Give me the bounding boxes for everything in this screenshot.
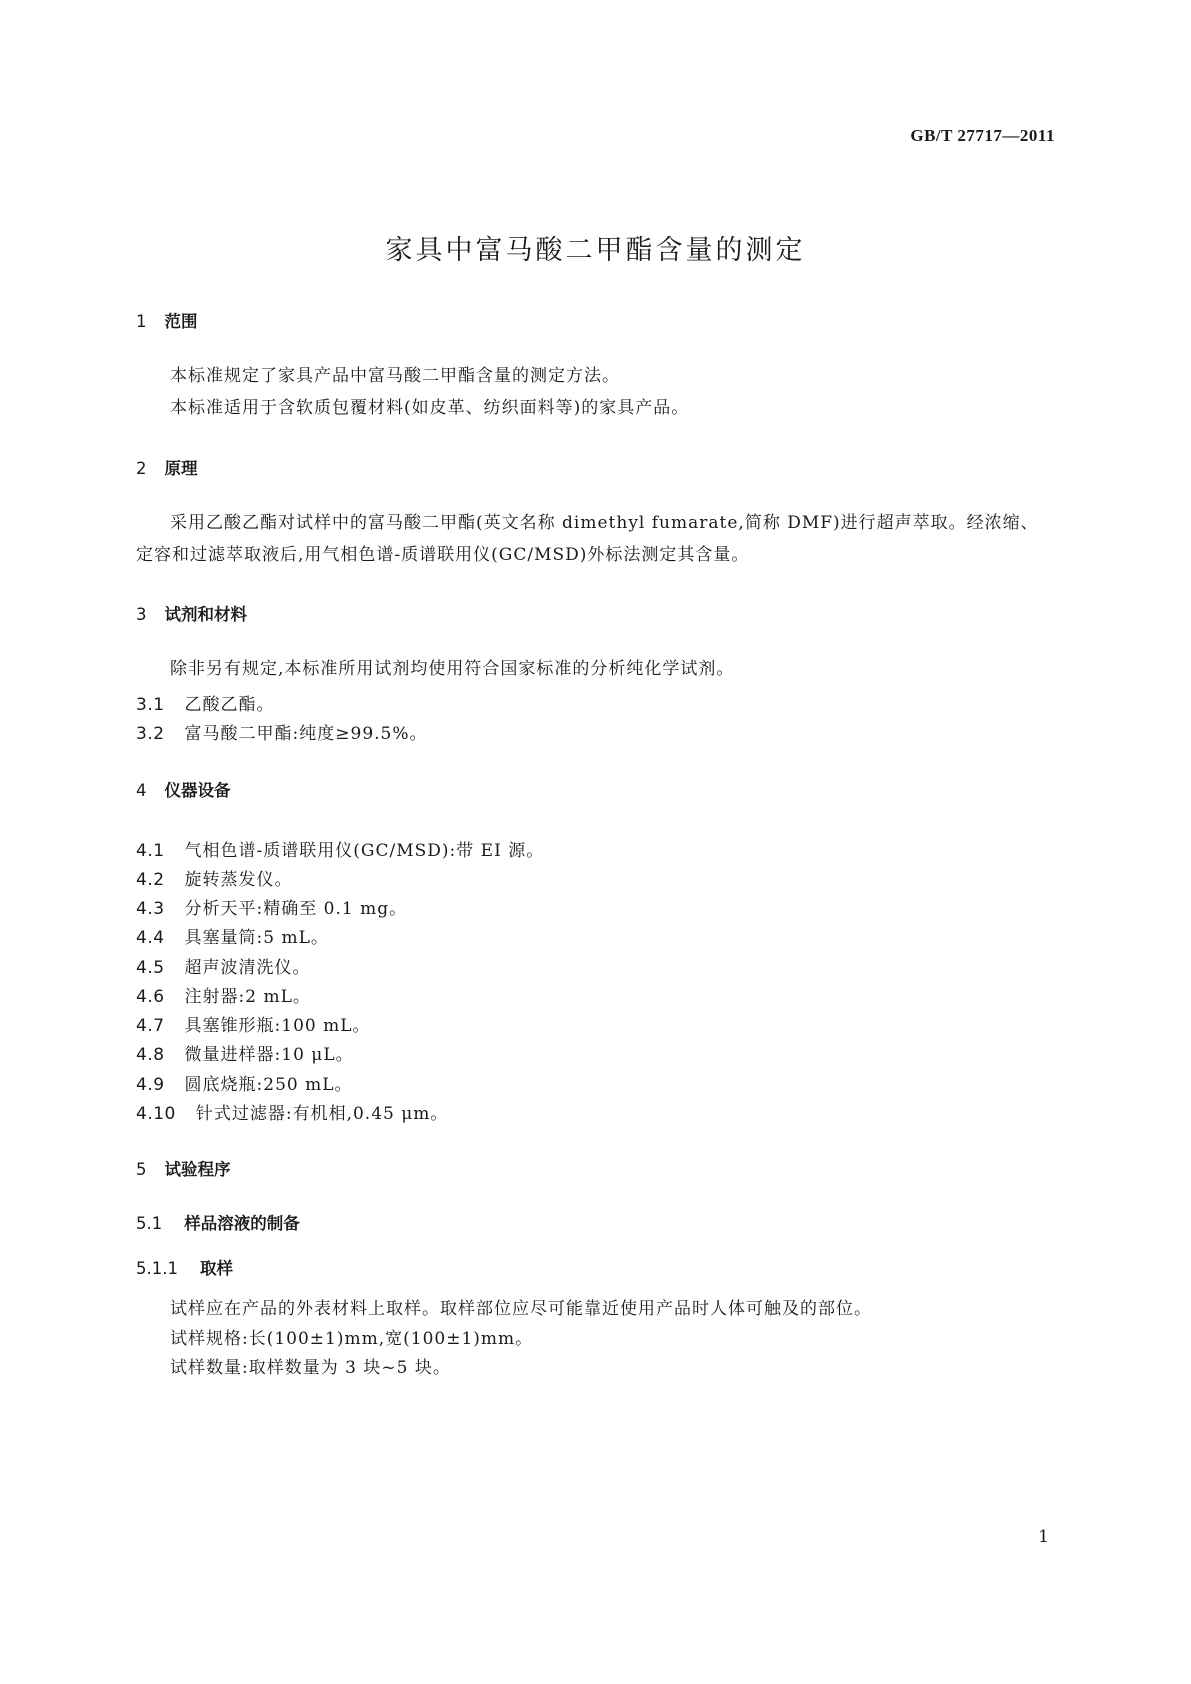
- item-text: 针式过滤器:有机相,0.45 μm。: [195, 1104, 449, 1124]
- item-text: 超声波清洗仪。: [184, 958, 311, 978]
- item-text: 乙酸乙酯。: [184, 695, 275, 715]
- subsection-5-1-1-body: [136, 1295, 1056, 1384]
- section-number: 3: [136, 605, 147, 624]
- paragraph: 除非另有规定,本标准所用试剂均使用符合国家标准的分析纯化学试剂。: [170, 659, 735, 679]
- subsection-5-1-1-heading: [136, 1255, 233, 1279]
- list-item: [136, 953, 311, 978]
- section-2-heading: [136, 455, 198, 479]
- paragraph: 采用乙酸乙酯对试样中的富马酸二甲酯(英文名称 dimethyl fumarate,简称 DMF)进行超声萃取。经浓缩、定容和过滤萃取液后,用气相色谱-质谱联用仪(GC/MSD)外标法测定其含量。: [136, 513, 1039, 565]
- list-item: [136, 923, 329, 948]
- section-2-body: [136, 508, 1056, 571]
- list-item: [136, 1040, 354, 1065]
- section-4-heading: [136, 777, 231, 801]
- item-number: 4.7: [136, 1016, 165, 1036]
- paragraph: 本标准规定了家具产品中富马酸二甲酯含量的测定方法。: [170, 366, 620, 386]
- section-number: 5.1.1: [136, 1259, 178, 1278]
- item-text: 具塞量筒:5 mL。: [184, 928, 329, 948]
- list-item: [136, 690, 275, 715]
- section-1-heading: [136, 308, 198, 332]
- item-text: 微量进样器:10 μL。: [184, 1045, 354, 1065]
- item-number: 4.3: [136, 899, 165, 919]
- section-number: 1: [136, 312, 147, 331]
- item-text: 圆底烧瓶:250 mL。: [184, 1075, 353, 1095]
- page-number: 1: [1038, 1527, 1049, 1547]
- section-number: 5: [136, 1160, 147, 1179]
- item-number: 3.1: [136, 695, 165, 715]
- list-item: [136, 836, 544, 861]
- item-text: 注射器:2 mL。: [184, 987, 311, 1007]
- list-item: [136, 719, 428, 744]
- paragraph: 试样数量:取样数量为 3 块~5 块。: [170, 1358, 451, 1378]
- item-text: 富马酸二甲酯:纯度≥99.5%。: [184, 724, 428, 744]
- section-3-intro: [136, 654, 1056, 686]
- paragraph: 试样规格:长(100±1)mm,宽(100±1)mm。: [170, 1328, 534, 1349]
- list-item: [136, 1011, 371, 1036]
- section-title: 范围: [164, 312, 198, 331]
- item-number: 4.9: [136, 1075, 165, 1095]
- list-item: [136, 894, 407, 919]
- section-1-body: [136, 361, 1056, 424]
- item-number: 4.5: [136, 958, 165, 978]
- standard-code: GB/T 27717—2011: [910, 126, 1055, 145]
- item-text: 具塞锥形瓶:100 mL。: [184, 1016, 371, 1036]
- item-number: 4.4: [136, 928, 165, 948]
- section-3-heading: [136, 601, 247, 625]
- list-item: [136, 865, 293, 890]
- section-title: 试验程序: [164, 1160, 231, 1179]
- section-title: 样品溶液的制备: [184, 1214, 300, 1233]
- section-title: 试剂和材料: [164, 605, 247, 624]
- item-number: 3.2: [136, 724, 165, 744]
- paragraph: 本标准适用于含软质包覆材料(如皮革、纺织面料等)的家具产品。: [170, 397, 690, 418]
- section-title: 仪器设备: [164, 781, 231, 800]
- section-title: 原理: [164, 459, 198, 478]
- section-5-heading: [136, 1156, 231, 1180]
- list-item: [136, 1070, 353, 1095]
- section-number: 2: [136, 459, 147, 478]
- item-number: 4.10: [136, 1104, 176, 1124]
- section-number: 5.1: [136, 1214, 163, 1233]
- item-text: 气相色谱-质谱联用仪(GC/MSD):带 EI 源。: [184, 841, 545, 861]
- document-title: 家具中富马酸二甲酯含量的测定: [385, 235, 806, 266]
- item-number: 4.2: [136, 870, 165, 890]
- item-text: 分析天平:精确至 0.1 mg。: [184, 899, 408, 919]
- section-title: 取样: [199, 1259, 233, 1278]
- item-number: 4.1: [136, 841, 165, 861]
- section-number: 4: [136, 781, 147, 800]
- item-text: 旋转蒸发仪。: [184, 870, 293, 890]
- item-number: 4.8: [136, 1045, 165, 1065]
- subsection-5-1-heading: [136, 1210, 300, 1234]
- item-number: 4.6: [136, 987, 165, 1007]
- paragraph: 试样应在产品的外表材料上取样。取样部位应尽可能靠近使用产品时人体可触及的部位。: [170, 1299, 872, 1319]
- list-item: [136, 982, 311, 1007]
- list-item: [136, 1099, 448, 1124]
